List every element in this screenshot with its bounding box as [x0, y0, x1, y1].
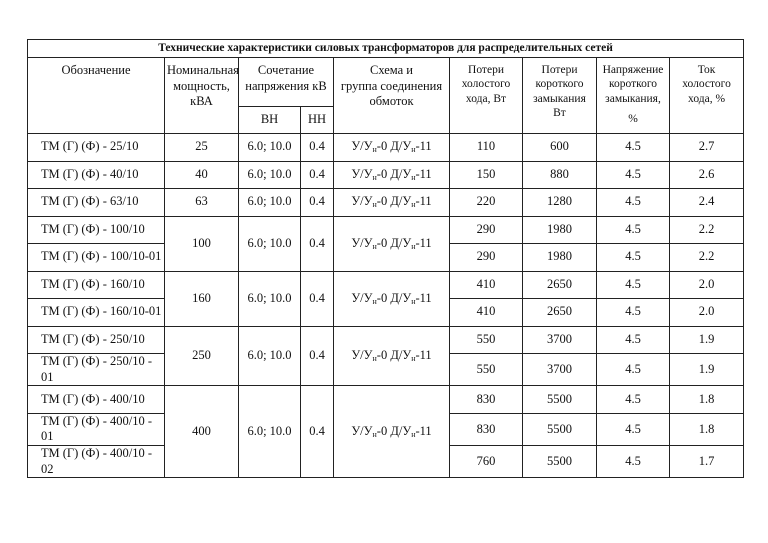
cell-lv: 0.4: [301, 134, 334, 162]
cell-scheme: [334, 216, 450, 271]
cell-short-loss: 5500: [523, 386, 597, 414]
cell-designation: ТМ (Г) (Ф) - 160/10: [28, 271, 165, 299]
scheme-text-part: -0 Д/У: [376, 166, 412, 181]
cell-lv: 0.4: [301, 271, 334, 326]
scheme-text-part: н: [372, 353, 377, 363]
cell-short-loss: 1980: [523, 244, 597, 272]
cell-hv: 6.0; 10.0: [239, 161, 301, 189]
scheme-text-part: н: [411, 241, 416, 251]
cell-short-voltage: 4.5: [597, 216, 670, 244]
cell-lv: 0.4: [301, 326, 334, 386]
cell-short-voltage: 4.5: [597, 271, 670, 299]
scheme-text-part: н: [411, 296, 416, 306]
cell-noload-loss: 760: [450, 446, 523, 478]
cell-noload-current: 1.7: [670, 446, 744, 478]
header-short-loss: Потери короткого замыкания Вт: [523, 58, 597, 134]
scheme-text-part: -0 Д/У: [376, 139, 412, 154]
cell-short-loss: 1280: [523, 189, 597, 217]
cell-noload-current: 2.7: [670, 134, 744, 162]
scheme-text-part: У/У: [351, 290, 373, 305]
cell-short-loss: 3700: [523, 326, 597, 354]
scheme-text-part: -11: [415, 235, 432, 250]
cell-short-voltage: 4.5: [597, 134, 670, 162]
scheme-text-part: У/У: [351, 139, 373, 154]
cell-noload-current: 1.8: [670, 413, 744, 445]
cell-short-loss: 5500: [523, 446, 597, 478]
table-row: [28, 189, 744, 217]
header-hv: ВН: [239, 107, 301, 134]
cell-scheme: [334, 189, 450, 217]
cell-noload-current: 2.2: [670, 216, 744, 244]
cell-designation: ТМ (Г) (Ф) - 250/10 - 01: [28, 354, 165, 386]
scheme-text-part: -0 Д/У: [376, 235, 412, 250]
cell-short-voltage: 4.5: [597, 326, 670, 354]
cell-hv: 6.0; 10.0: [239, 326, 301, 386]
scheme-text-part: У/У: [351, 347, 373, 362]
header-power: Номинальная мощность, кВА: [165, 58, 239, 134]
cell-hv: 6.0; 10.0: [239, 134, 301, 162]
cell-noload-current: 2.4: [670, 189, 744, 217]
scheme-text-part: -11: [415, 166, 432, 181]
cell-lv: 0.4: [301, 386, 334, 478]
scheme-text-part: У/У: [351, 166, 373, 181]
cell-noload-loss: 830: [450, 413, 523, 445]
cell-short-voltage: 4.5: [597, 244, 670, 272]
cell-noload-loss: 220: [450, 189, 523, 217]
cell-noload-loss: 290: [450, 216, 523, 244]
scheme-text-part: н: [372, 241, 377, 251]
cell-designation: ТМ (Г) (Ф) - 160/10-01: [28, 299, 165, 327]
scheme-text-part: -0 Д/У: [376, 194, 412, 209]
cell-noload-loss: 410: [450, 299, 523, 327]
scheme-text-part: н: [411, 429, 416, 439]
cell-noload-loss: 110: [450, 134, 523, 162]
cell-hv: 6.0; 10.0: [239, 271, 301, 326]
scheme-text-part: н: [372, 429, 377, 439]
cell-designation: ТМ (Г) (Ф) - 100/10-01: [28, 244, 165, 272]
header-lv: НН: [301, 107, 334, 134]
cell-designation: ТМ (Г) (Ф) - 400/10 - 02: [28, 446, 165, 478]
scheme-text-part: -0 Д/У: [376, 423, 412, 438]
cell-noload-loss: 150: [450, 161, 523, 189]
cell-noload-loss: 410: [450, 271, 523, 299]
cell-designation: ТМ (Г) (Ф) - 400/10 - 01: [28, 413, 165, 445]
cell-designation: ТМ (Г) (Ф) - 40/10: [28, 161, 165, 189]
cell-lv: 0.4: [301, 189, 334, 217]
cell-short-voltage: 4.5: [597, 413, 670, 445]
scheme-text-part: -11: [415, 290, 432, 305]
scheme-text-part: -11: [415, 347, 432, 362]
cell-power: 40: [165, 161, 239, 189]
table-row: [28, 134, 744, 162]
cell-noload-loss: 830: [450, 386, 523, 414]
cell-short-loss: 1980: [523, 216, 597, 244]
transformer-spec-table: [27, 39, 744, 478]
cell-noload-current: 1.9: [670, 354, 744, 386]
cell-hv: 6.0; 10.0: [239, 216, 301, 271]
cell-short-loss: 600: [523, 134, 597, 162]
cell-short-loss: 3700: [523, 354, 597, 386]
cell-scheme: [334, 271, 450, 326]
header-scheme: Схема и группа соединения обмоток: [334, 58, 450, 134]
cell-short-loss: 2650: [523, 271, 597, 299]
cell-power: 25: [165, 134, 239, 162]
table-row: [28, 271, 744, 299]
cell-short-loss: 880: [523, 161, 597, 189]
cell-power: 400: [165, 386, 239, 478]
cell-power: 100: [165, 216, 239, 271]
cell-noload-current: 2.6: [670, 161, 744, 189]
cell-scheme: [334, 386, 450, 478]
scheme-text-part: н: [411, 172, 416, 182]
cell-hv: 6.0; 10.0: [239, 386, 301, 478]
table-row: [28, 386, 744, 414]
scheme-text-part: н: [411, 145, 416, 155]
cell-scheme: [334, 161, 450, 189]
cell-designation: ТМ (Г) (Ф) - 100/10: [28, 216, 165, 244]
scheme-text-part: -0 Д/У: [376, 290, 412, 305]
table-body: [28, 134, 744, 478]
cell-noload-current: 2.0: [670, 299, 744, 327]
cell-designation: ТМ (Г) (Ф) - 250/10: [28, 326, 165, 354]
cell-scheme: [334, 134, 450, 162]
header-noload-current: Ток холостого хода, %: [670, 58, 744, 134]
cell-noload-current: 2.0: [670, 271, 744, 299]
table-title: Технические характеристики силовых трансформаторов для распределительных сетей: [28, 40, 744, 58]
cell-power: 160: [165, 271, 239, 326]
scheme-text-part: н: [372, 296, 377, 306]
cell-designation: ТМ (Г) (Ф) - 25/10: [28, 134, 165, 162]
scheme-text-part: -11: [415, 139, 432, 154]
header-short-voltage: Напряжение короткого замыкания, %: [597, 58, 670, 134]
table-row: [28, 326, 744, 354]
scheme-text-part: н: [372, 145, 377, 155]
cell-noload-current: 1.8: [670, 386, 744, 414]
header-voltage: Сочетание напряжения кВ: [239, 58, 334, 107]
scheme-text-part: У/У: [351, 235, 373, 250]
cell-short-loss: 5500: [523, 413, 597, 445]
cell-scheme: [334, 326, 450, 386]
cell-short-voltage: 4.5: [597, 299, 670, 327]
scheme-text-part: -11: [415, 194, 432, 209]
scheme-text-part: У/У: [351, 194, 373, 209]
cell-noload-loss: 290: [450, 244, 523, 272]
scheme-text-part: -11: [415, 423, 432, 438]
cell-designation: ТМ (Г) (Ф) - 400/10: [28, 386, 165, 414]
header-designation: Обозначение: [28, 58, 165, 134]
scheme-text-part: У/У: [351, 423, 373, 438]
header-noload-loss: Потери холостого хода, Вт: [450, 58, 523, 134]
cell-noload-loss: 550: [450, 326, 523, 354]
cell-power: 250: [165, 326, 239, 386]
cell-power: 63: [165, 189, 239, 217]
table-row: [28, 216, 744, 244]
cell-noload-current: 1.9: [670, 326, 744, 354]
cell-designation: ТМ (Г) (Ф) - 63/10: [28, 189, 165, 217]
scheme-text-part: -0 Д/У: [376, 347, 412, 362]
cell-noload-loss: 550: [450, 354, 523, 386]
cell-short-voltage: 4.5: [597, 446, 670, 478]
cell-hv: 6.0; 10.0: [239, 189, 301, 217]
cell-noload-current: 2.2: [670, 244, 744, 272]
cell-lv: 0.4: [301, 161, 334, 189]
cell-lv: 0.4: [301, 216, 334, 271]
scheme-text-part: н: [411, 353, 416, 363]
scheme-text-part: н: [372, 200, 377, 210]
cell-short-voltage: 4.5: [597, 189, 670, 217]
cell-short-voltage: 4.5: [597, 386, 670, 414]
cell-short-voltage: 4.5: [597, 354, 670, 386]
scheme-text-part: н: [372, 172, 377, 182]
table-row: [28, 161, 744, 189]
cell-short-voltage: 4.5: [597, 161, 670, 189]
scheme-text-part: н: [411, 200, 416, 210]
cell-short-loss: 2650: [523, 299, 597, 327]
